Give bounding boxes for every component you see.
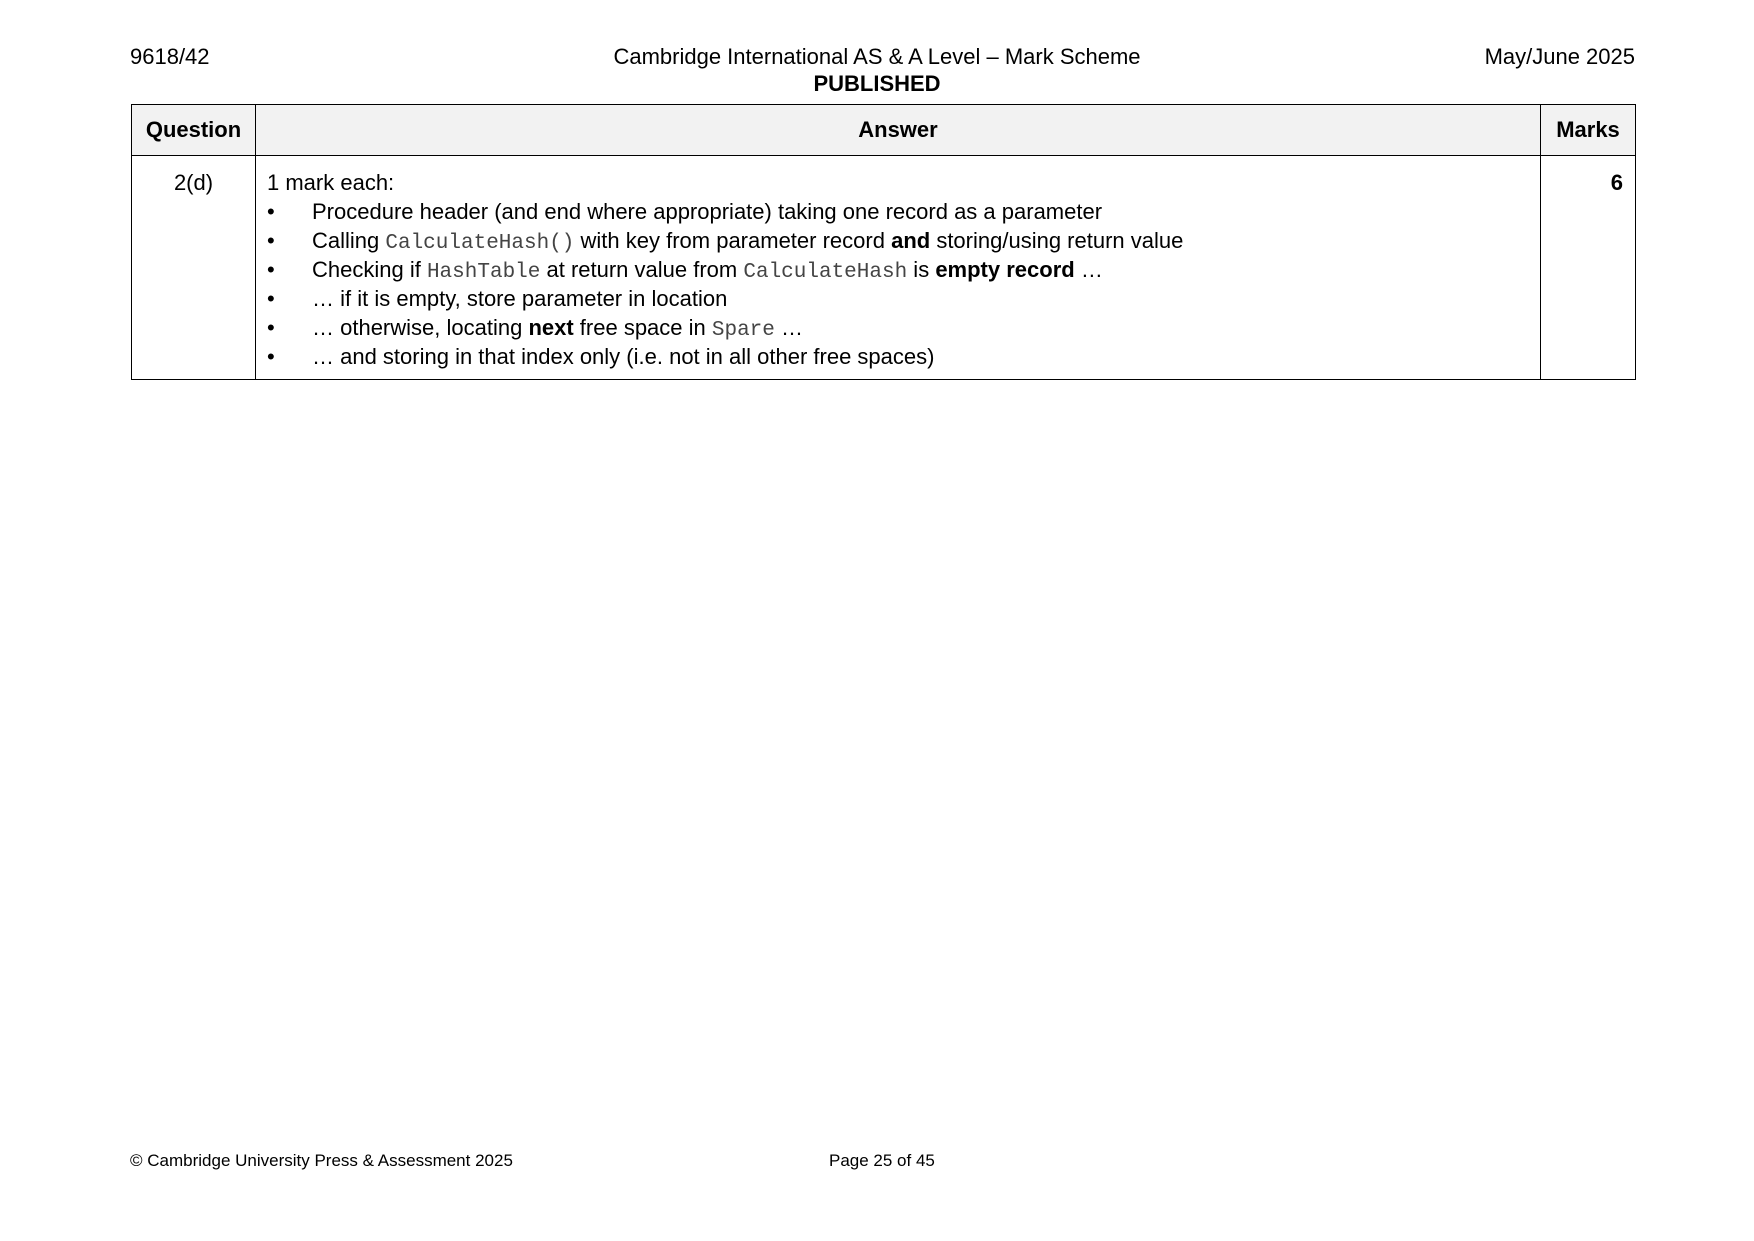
emphasis-text: empty record [935, 257, 1075, 282]
column-header-answer: Answer [256, 105, 1541, 156]
marking-point [267, 284, 1530, 313]
bullet-icon: • [267, 344, 275, 369]
mark-scheme-table [131, 104, 1636, 380]
point-text: is [907, 257, 936, 282]
published-label: PUBLISHED [813, 71, 941, 96]
marking-point [267, 197, 1530, 226]
point-text: at return value from [540, 257, 744, 282]
marking-points [267, 197, 1530, 371]
exam-session: May/June 2025 [1484, 44, 1635, 69]
table-row [132, 156, 1636, 380]
code-reference: Spare [711, 319, 775, 342]
point-text: … if it is empty, store parameter in location [312, 286, 728, 311]
point-text: Procedure header (and end where appropriate) taking one record as a parameter [312, 199, 1103, 224]
code-reference: CalculateHash [743, 261, 908, 284]
table-header-row [132, 105, 1636, 156]
column-header-marks: Marks [1541, 105, 1636, 156]
marking-point [267, 342, 1530, 371]
column-header-question: Question [132, 105, 256, 156]
copyright-notice: © Cambridge University Press & Assessment 2025 [130, 1151, 513, 1170]
marking-point [267, 255, 1530, 284]
point-text: … and storing in that index only (i.e. not in all other free spaces) [312, 344, 935, 369]
bullet-icon: • [267, 257, 275, 282]
point-text: free space in [573, 315, 712, 340]
marking-point [267, 313, 1530, 342]
bullet-icon: • [267, 228, 275, 253]
question-number: 2(d) [132, 156, 256, 380]
point-text: with key from parameter record [574, 228, 892, 253]
code-reference: HashTable [426, 261, 541, 284]
point-text: … [1074, 257, 1103, 282]
bullet-icon: • [267, 199, 275, 224]
emphasis-text: and [891, 228, 931, 253]
point-text: … otherwise, locating [312, 315, 529, 340]
emphasis-text: next [528, 315, 574, 340]
marking-point [267, 226, 1530, 255]
point-text: Checking if [312, 257, 427, 282]
bullet-icon: • [267, 286, 275, 311]
bullet-icon: • [267, 315, 275, 340]
marks-value: 6 [1541, 156, 1636, 380]
code-reference: CalculateHash() [385, 232, 575, 255]
point-text: … [774, 315, 804, 340]
document-title: Cambridge International AS & A Level – Mark Scheme [613, 44, 1141, 69]
point-text: Calling [312, 228, 386, 253]
paper-code: 9618/42 [130, 44, 210, 69]
point-text: storing/using return value [930, 228, 1184, 253]
page-number: Page 25 of 45 [829, 1151, 935, 1170]
answer-cell [256, 156, 1541, 380]
answer-intro: 1 mark each: [267, 170, 395, 195]
